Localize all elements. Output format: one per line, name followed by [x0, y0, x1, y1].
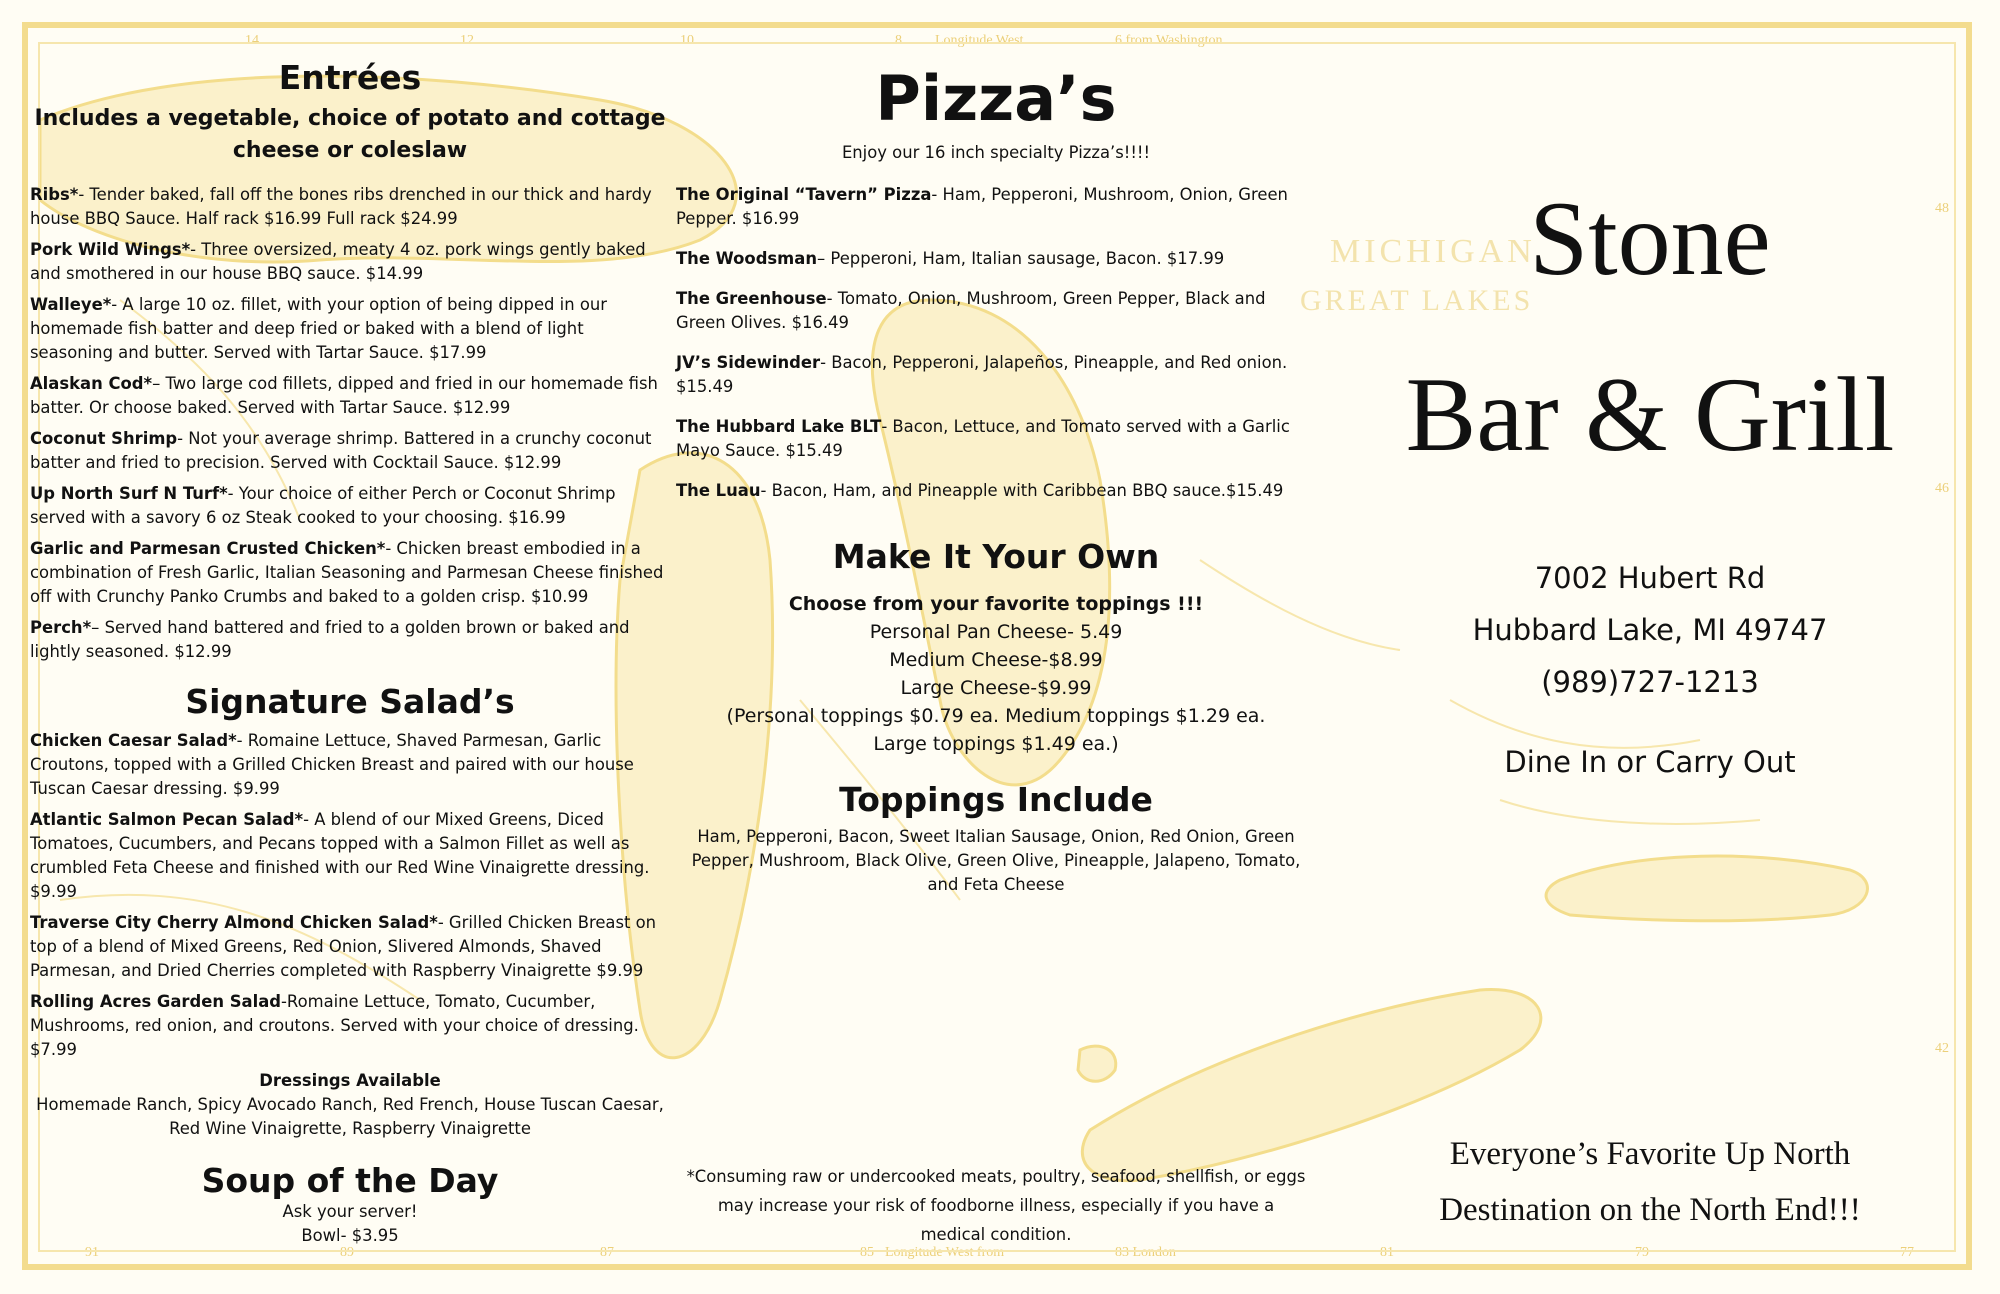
menu-item [676, 351, 1316, 399]
menu-item-name: Coconut Shrimp [30, 429, 178, 448]
phone-number: (989)727-1213 [1541, 665, 1759, 699]
make-your-own-line: Medium Cheese-$8.99 [889, 649, 1103, 671]
menu-item-description: - Grilled Chicken Breast on top of a blend of Mixed Greens, Red Onion, Slivered Almonds, Shaved Parmesan, and Dried Cherries completed with Raspberry Vinaigrette $9.99 [30, 913, 657, 980]
city-address: Hubbard Lake, MI 49747 [1472, 613, 1828, 647]
soup-price: Bowl- $3.95 [301, 1226, 399, 1245]
menu-item-description: -Romaine Lettuce, Tomato, Cucumber, Mushrooms, red onion, and croutons. Served with your choice of dressing. $7.99 [30, 992, 639, 1059]
menu-item-name: Walleye* [30, 295, 112, 314]
map-scale-label: Longitude West from [885, 1245, 1005, 1260]
menu-item [30, 372, 670, 420]
menu-item-name: The Luau [676, 481, 761, 500]
menu-item-name: JV’s Sidewinder [676, 353, 821, 372]
menu-item [30, 293, 670, 365]
menu-item-description: - Your choice of either Perch or Coconut Shrimp served with a savory 6 oz Steak cooked to your choosing. $16.99 [30, 484, 616, 527]
menu-item [30, 427, 670, 475]
menu-item-name: Atlantic Salmon Pecan Salad* [30, 810, 304, 829]
menu-item-description: - A large 10 oz. fillet, with your option of being dipped in our homemade fish batter and deep fried or baked with a blend of light seasoning and butter. Served with Tartar Sauce. $17.99 [30, 295, 607, 362]
map-scale-label: 79 [1635, 1245, 1649, 1260]
menu-item-name: Alaskan Cod* [30, 374, 153, 393]
menu-item-description: – Pepperoni, Ham, Italian sausage, Bacon. $17.99 [817, 249, 1225, 268]
map-scale-label: 14 [245, 33, 259, 48]
make-your-own-title: Make It Your Own [832, 537, 1160, 576]
pizzas-title: Pizza’s [875, 62, 1117, 135]
street-address: 7002 Hubert Rd [1534, 561, 1766, 595]
menu-item [676, 247, 1316, 271]
map-scale-label: 10 [680, 33, 694, 48]
menu-item-name: Rolling Acres Garden Salad [30, 992, 282, 1011]
soup-title: Soup of the Day [201, 1161, 499, 1200]
menu-item-description: - Bacon, Ham, and Pineapple with Caribbean BBQ sauce.$15.49 [760, 481, 1284, 500]
map-scale-label: 87 [600, 1245, 614, 1260]
map-scale-label: 8 [895, 33, 902, 48]
menu-item [30, 911, 670, 983]
menu-item [676, 287, 1316, 335]
menu-item-name: Ribs* [30, 185, 79, 204]
map-scale-label: 81 [1380, 1245, 1394, 1260]
menu-item [676, 183, 1316, 231]
menu-item-description: - Three oversized, meaty 4 oz. pork wings gently baked and smothered in our house BBQ sauce. $14.99 [30, 240, 646, 283]
toppings-text: Ham, Pepperoni, Bacon, Sweet Italian Sausage, Onion, Red Onion, Green Pepper, Mushroom, Black Olive, Green Olive, Pineapple, Jalapeno, Tomato, and Feta Cheese [691, 827, 1301, 894]
menu-item [30, 183, 670, 231]
menu-item-name: The Original “Tavern” Pizza [676, 185, 932, 204]
health-disclaimer: *Consuming raw or undercooked meats, poultry, seafood, shellfish, or eggs may increase your risk of foodborne illness, especially if you have a medical condition. [686, 1167, 1306, 1244]
menu-item-description: – Served hand battered and fried to a golden brown or baked and lightly seasoned. $12.99 [30, 618, 630, 661]
make-your-own-line: (Personal toppings $0.79 ea. Medium toppings $1.29 ea. [726, 705, 1266, 727]
map-scale-label: 6 from Washington [1115, 33, 1223, 48]
menu-item-name: Traverse City Cherry Almond Chicken Salad* [30, 913, 438, 932]
pizza-list [676, 183, 1316, 503]
menu-item-description: - Tomato, Onion, Mushroom, Green Pepper, Black and Green Olives. $16.49 [676, 289, 1266, 332]
service-options: Dine In or Carry Out [1504, 745, 1796, 779]
restaurant-name-line-2: Bar & Grill [1405, 356, 1895, 473]
dressings-title: Dressings Available [259, 1071, 441, 1090]
map-title-text: MICHIGAN [1330, 233, 1536, 270]
menu-item [30, 537, 670, 609]
entree-list [30, 183, 670, 664]
pizzas-column [676, 62, 1316, 1244]
restaurant-name-line-1: Stone [1529, 180, 1771, 297]
dressings-text: Homemade Ranch, Spicy Avocado Ranch, Red French, House Tuscan Caesar, Red Wine Vinaigrette, Raspberry Vinaigrette [36, 1095, 664, 1138]
map-scale-label: 77 [1900, 1245, 1914, 1260]
menu-item-description: - Chicken breast embodied in a combination of Fresh Garlic, Italian Seasoning and Parmesan Cheese finished off with Crunchy Panko Crumbs and baked to a golden crisp. $10.99 [30, 539, 664, 606]
make-your-own-subtitle: Choose from your favorite toppings !!! [788, 593, 1204, 615]
menu-item [676, 415, 1316, 463]
menu-item-name: The Hubbard Lake BLT [676, 417, 882, 436]
menu-item [30, 729, 670, 801]
entrees-column [30, 58, 670, 1248]
menu-item [30, 990, 670, 1062]
make-your-own-line: Large toppings $1.49 ea.) [873, 733, 1119, 755]
menu-item [30, 616, 670, 664]
salad-list [30, 729, 670, 1062]
map-scale-label: 46 [1935, 481, 1949, 496]
menu-item-name: The Greenhouse [676, 289, 827, 308]
menu-item [30, 238, 670, 286]
map-scale-label: 89 [340, 1245, 354, 1260]
entrees-title: Entrées [278, 58, 422, 97]
tagline-line-2: Destination on the North End!!! [1439, 1192, 1861, 1228]
entrees-subtitle: Includes a vegetable, choice of potato and cottage cheese or coleslaw [34, 106, 666, 163]
menu-item-description: - A blend of our Mixed Greens, Diced Tomatoes, Cucumbers, and Pecans topped with a Salmon Fillet as well as crumbled Feta Cheese and finished with our Red Wine Vinaigrette dressing. $9.99 [30, 810, 650, 901]
menu-item-name: Up North Surf N Turf* [30, 484, 228, 503]
menu-item [676, 479, 1316, 503]
menu-item-description: - Romaine Lettuce, Shaved Parmesan, Garlic Croutons, topped with a Grilled Chicken Breast and paired with our house Tuscan Caesar dressing. $9.99 [30, 731, 634, 798]
menu-item-description: – Two large cod fillets, dipped and fried in our homemade fish batter. Or choose baked. Served with Tartar Sauce. $12.99 [30, 374, 658, 417]
menu-item-description: - Ham, Pepperoni, Mushroom, Onion, Green Pepper. $16.99 [676, 185, 1288, 228]
salads-title: Signature Salad’s [185, 682, 515, 721]
menu-item-description: - Tender baked, fall off the bones ribs drenched in our thick and hardy house BBQ Sauce. Half rack $16.99 Full rack $24.99 [30, 185, 652, 228]
menu-item-description: - Bacon, Lettuce, and Tomato served with a Garlic Mayo Sauce. $15.49 [676, 417, 1290, 460]
make-your-own-line: Personal Pan Cheese- 5.49 [869, 621, 1123, 643]
pizzas-intro: Enjoy our 16 inch specialty Pizza’s!!!! [841, 143, 1151, 162]
menu-item-name: Pork Wild Wings* [30, 240, 191, 259]
menu-item-description: - Bacon, Pepperoni, Jalapeños, Pineapple, and Red onion. $15.49 [676, 353, 1288, 396]
map-scale-label: 42 [1935, 1041, 1949, 1056]
map-scale-label: 85 [860, 1245, 874, 1260]
map-scale-label: 12 [460, 33, 474, 48]
toppings-title: Toppings Include [839, 780, 1153, 819]
menu-item [30, 808, 670, 904]
menu-item-name: Perch* [30, 618, 92, 637]
map-scale-label: 48 [1935, 201, 1949, 216]
menu-item-name: Garlic and Parmesan Crusted Chicken* [30, 539, 386, 558]
map-title-text: GREAT LAKES [1300, 284, 1534, 317]
map-scale-label: Longitude West [935, 33, 1024, 48]
map-scale-label: 83 London [1115, 1245, 1177, 1260]
soup-line-1: Ask your server! [282, 1202, 418, 1221]
menu-item-description: - Not your average shrimp. Battered in a crunchy coconut batter and fried to precision. Served with Cocktail Sauce. $12.99 [30, 429, 652, 472]
map-scale-label: 91 [85, 1245, 99, 1260]
tagline-line-1: Everyone’s Favorite Up North [1449, 1136, 1851, 1172]
make-your-own-line: Large Cheese-$9.99 [900, 677, 1092, 699]
menu-item [30, 482, 670, 530]
menu-item-name: Chicken Caesar Salad* [30, 731, 237, 750]
menu-item-name: The Woodsman [676, 249, 817, 268]
